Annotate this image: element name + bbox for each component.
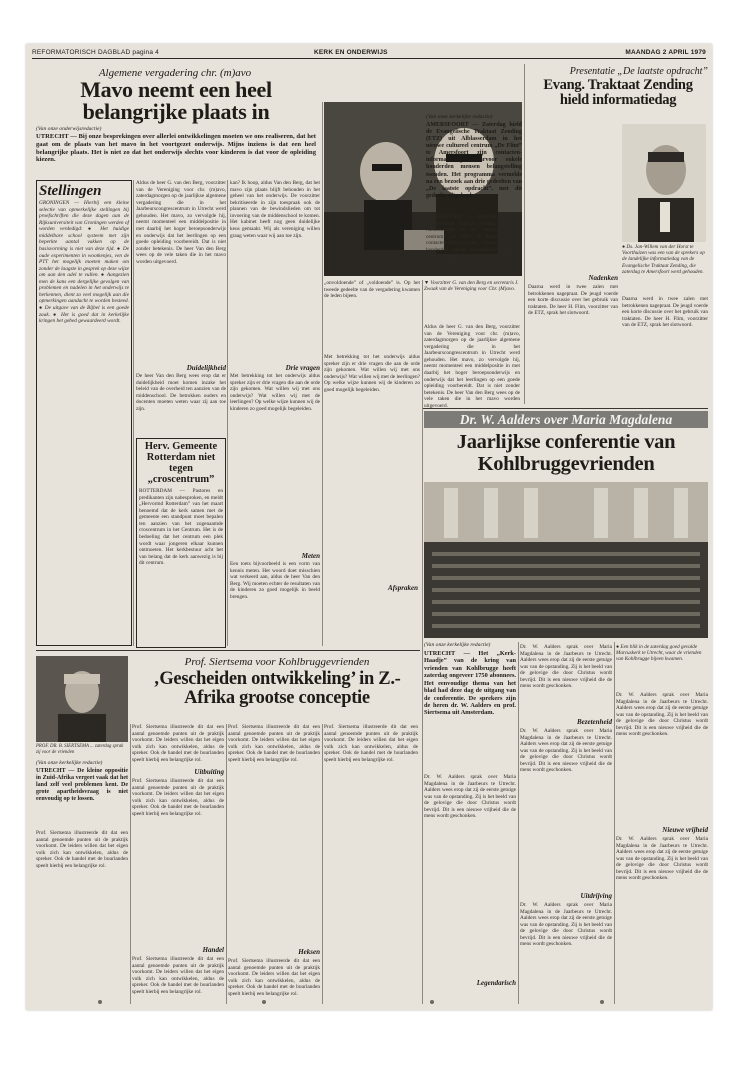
- page-header: [32, 48, 706, 59]
- conference-hall-photo: [424, 482, 708, 638]
- aalders-col2c: Dr. W. Aalders sprak over Maria Magdalena in de Jaarbeurs te Utrecht. Aalders wees erop dat zij de eerste getuige was van de opstanding. Zij is het beeld van de gelovige die door Christus wordt bevrijd. Dit is een nieuwe vrijheid die de mens wordt geschonken.: [520, 902, 612, 948]
- mavo-sub-duidelijkheid: Duidelijkheid: [186, 364, 226, 372]
- siertsema-col4: Prof. Siertsema illustreerde dit dat een aantal genoemde punten uit de praktijk voorkomt. De leiders willen dat het eigen volk zich kan ontwikkelen, aldus de spreker. Ook de handel met de buurlanden speelt hierbij een belangrijke rol.: [324, 724, 418, 763]
- mavo-col2b: De heer Van den Berg wees erop dat er duidelijkheid moet komen inzake het beleid van de overheid ten aanzien van de middenschool. De betrokken ouders en docenten moeten weten waar zij aan toe zijn.: [136, 373, 226, 412]
- mavo-sub-meten: Meten: [301, 552, 320, 560]
- aalders-sub-legendarisch: Legendarisch: [476, 979, 516, 987]
- stellingen-body: GRONINGEN — Hierbij een kleine selectie van opmerkelijke stellingen bij proefschriften die deze dagen aan de Rijksuniversiteit van Groningen werden of worden verdedigd: ● Het huidige middelbare school systeem met zijn beperkte aantal vakken op de basisvorming is niet van deze tijd. ● De oude experimenten in wootkenjes, ven de PTT het mogelijk moeten maken om zonder de laagste in gesprek op deze wijze om aan den adel te vullen. ● Aangezien men de kans een dergelijke gevolgen van problemen en nadelen in het onderwijs te herkennen, dient zo veel mogelijk aan die opmerkingen aandacht te worden besteed. ● De uitgave van de Bijbel is een goede zaak. ● Het is goed dat in kerkelijke kringen het gebed gewaardeerd wordt.: [39, 200, 129, 325]
- etz-col2: Daarna werd in twee zalen met betrokkenen nagepraat. De jeugd voerde een korte discussie over het gebruik van traktaten. De heer H. Flim, voorzitter van de ETZ, sprak het slotwoord.: [528, 284, 618, 317]
- etz-byline: (Van onze kerkelijke redactie): [426, 114, 493, 120]
- mavo-kicker: Algemene vergadering chr. (m)avo: [98, 67, 252, 79]
- etz-portrait-caption: ● Ds. Jan-Willem van der Horst te Voorthuizen was een van de sprekers op de landelijke informatiedag van de Evangelische Traktaat Zending, die zaterdag te Amersfoort werd gehouden.: [622, 244, 705, 275]
- punch-hole-icon: [430, 1000, 434, 1004]
- mavo-headline: Mavo neemt een heel belangrijke plaats in: [80, 77, 272, 124]
- siertsema-col3b: Prof. Siertsema illustreerde dit dat een aantal genoemde punten uit de praktijk voorkomt. De leiders willen dat het eigen volk zich kan ontwikkelen, aldus de spreker. Ook de handel met de buurlanden speelt hierbij een belangrijke rol.: [228, 958, 320, 997]
- herv-box: [136, 438, 226, 648]
- aalders-col2: Dr. W. Aalders sprak over Maria Magdalena in de Jaarbeurs te Utrecht. Aalders wees erop dat zij de eerste getuige was van de opstanding. Zij is het beeld van de gelovige die door Christus wordt bevrijd. Dit is een nieuwe vrijheid die de mens wordt geschonken.: [520, 644, 612, 690]
- herv-body: ROTTERDAM — Pastores en predikanten zijn nabesproken, en meldt „Hervormd Rotterdam” van het maart benoemd dat de kerk samen met de gemeente een standpunt moet bepalen ten aanzien van het zogenaamde croscentrum in het Centrum. Het is de bedoeling dat het centrum een plek wordt waar jongeren elkaar kunnen ontmoeten. Het kerkbestuur acht het van belang dat de kerk aanwezig is bij dit centrum.: [139, 488, 223, 567]
- mavo-col5: Aldus de heer G. van den Berg, voorzitter van de Vereniging voor chr. (m)avo, zaterdagmorgen op de jaarlijkse algemene vergadering die in het Jaarbeurscongrescentrum in Utrecht werd gehouden. Het mavo, zo vervolgde hij, neemt momenteel een middelpositie in met daarbij het hoger beroepsonderwijs en onderwijs dat het leerlingen op een goede opleiding voorbereidt. Dat is niet zonder betekenis. De heer Van den Berg wees op de vele taken die in het mavo worden uitgevoerd.: [424, 324, 520, 409]
- siertsema-kicker: Prof. Siertsema voor Kohlbruggevrienden: [184, 656, 370, 668]
- aalders-col2b: Dr. W. Aalders sprak over Maria Magdalena in de Jaarbeurs te Utrecht. Aalders wees erop dat zij de eerste getuige was van de opstanding. Zij is het beeld van de gelovige die door Christus wordt bevrijd. Dit is een nieuwe vrijheid die de mens wordt geschonken.: [520, 728, 612, 774]
- etz-sub-nadenken: Nadenken: [588, 274, 618, 282]
- siertsema-sub-uitbuiting: Uitbuiting: [194, 768, 224, 776]
- siertsema-col2c: Prof. Siertsema illustreerde dit dat een aantal genoemde punten uit de praktijk voorkomt. De leiders willen dat het eigen volk zich kan ontwikkelen, aldus de spreker. Ook de handel met de buurlanden speelt hierbij een belangrijke rol.: [132, 956, 224, 995]
- siertsema-graphic: [36, 656, 128, 742]
- etz-portrait-photo: [622, 124, 706, 242]
- mavo-sub-drievragen: Drie vragen: [285, 364, 320, 372]
- header-right: MAANDAG 2 APRIL 1979: [625, 49, 706, 56]
- mavo-photo-caption: ▼ Voorzitter G. van den Berg en secretaris J. Zwaak van de Vereniging voor Chr. (M)avo.: [424, 280, 519, 293]
- mavo-col3: kan? Ik hoop, aldus Van den Berg, dat het mavo zijn plaats blijft behouden in het geheel van het onderwijs. De voorzitter bekritiseerde in zijn toespraak ook de plannen van de bewindslieden om tot invoering van de middenschool te komen. Het kabinet heeft nog geen duidelijke keus gemaakt. Wij als vereniging willen graag weten waar wij aan toe zijn.: [230, 180, 320, 239]
- aalders-sub-uitdrijving: Uitdrijving: [580, 892, 612, 900]
- aalders-col1: Dr. W. Aalders sprak over Maria Magdalena in de Jaarbeurs te Utrecht. Aalders wees erop dat zij de eerste getuige was van de opstanding. Zij is het beeld van de gelovige die door Christus wordt bevrijd. Dit is een nieuwe vrijheid die de mens wordt geschonken.: [424, 774, 516, 820]
- siertsema-photo: [36, 656, 128, 742]
- conference-hall-graphic: [424, 482, 708, 638]
- stellingen-title: Stellingen: [39, 183, 102, 199]
- header-left: REFORMATORISCH DAGBLAD pagina 4: [32, 49, 159, 56]
- punch-hole-icon: [262, 1000, 266, 1004]
- etz-body: AMERSFOORT — Zaterdag hield de Evangelische Traktaat Zending (ETZ) uit Alblasserdam in het nieuwe cultureel centrum „De Flint” te Amersfoort zijn contacten-informatiedag, waarvoor enkele honderden mensen belangstelling toonden. Het programma vermelde na een bezoek aan drie gedeelten van „De laatste opdracht”, met dit gedeelte uitgelegd.: [426, 214, 522, 273]
- herv-title: Herv. Gemeente Rotterdam niet tegen „croscentrum”: [144, 441, 218, 486]
- mavo-col4: Met betrekking tot het onderwijs aldus spreker zijn er drie vragen die aan de orde zijn gekomen. Wat willen wij met ons onderwijs? Wat willen wij met de leerlingen? Op welke wijze kunnen wij de kinderen zo goed mogelijk begeleiden.: [324, 354, 420, 393]
- mavo-col3c: Een toets bijvoorbeeld is een vorm van kennis meten. Het woord doet misschien wat verkeerd aan, aldus de heer Van den Berg. Wij moeten echter de resultaten van de kinderen zo goed mogelijk in beeld brengen.: [230, 561, 320, 600]
- siertsema-col2b: Prof. Siertsema illustreerde dit dat een aantal genoemde punten uit de praktijk voorkomt. De leiders willen dat het eigen volk zich kan ontwikkelen, aldus de spreker. Ook de handel met de buurlanden speelt hierbij een belangrijke rol.: [132, 778, 224, 817]
- etz-headline: Evang. Traktaat Zending hield informatiedag: [543, 77, 693, 108]
- siertsema-lede: UTRECHT — De kleine oppositie in Zuid-Afrika vergeet vaak dat het land zelf veel problemen kent. De grote apartheidsvraag is niet eenvoudig op te lossen.: [36, 768, 128, 803]
- aalders-col3: Dr. W. Aalders sprak over Maria Magdalena in de Jaarbeurs te Utrecht. Aalders wees erop dat zij de eerste getuige was van de opstanding. Zij is het beeld van de gelovige die door Christus wordt bevrijd. Dit is een nieuwe vrijheid die de mens wordt geschonken.: [616, 692, 708, 738]
- aalders-lede: UTRECHT — Het „Kerk-Haadje” van de kring van vrienden van Kohlbrugge heeft zaterdag ongeveer 1750 abonnees. Het eenvoudige thema van het blad had deze dag de uitgang van de conferentie. De sprekers zijn de heren dr. W. Aalders en prof. Siertsema uit Amsterdam.: [424, 650, 516, 717]
- siertsema-col1: Prof. Siertsema illustreerde dit dat een aantal genoemde punten uit de praktijk voorkomt. De leiders willen dat het eigen volk zich kan ontwikkelen, aldus de spreker. Ook de handel met de buurlanden speelt hierbij een belangrijke rol.: [36, 830, 128, 869]
- aalders-headline: Jaarlijkse conferentie van Kohlbruggevrienden: [456, 431, 676, 475]
- etz-lede: AMERSFOORT — Zaterdag hield de Evangelische Traktaat Zending (ETZ) uit Alblasserdam in het nieuwe cultureel centrum „De Flint” te Amersfoort zijn contacten-informatiedag, waarvoor enkele honderden mensen belangstelling toonden. Het programma vermelde na een bezoek aan drie gedeelten van „De laatste opdracht”, met dit gedeelte uitgelegd.: [426, 122, 522, 199]
- siertsema-sub-heksen: Heksen: [298, 948, 320, 956]
- mavo-col2: Aldus de heer G. van den Berg, voorzitter van de Vereniging voor chr. (m)avo, zaterdagmorgen op de jaarlijkse algemene vergadering die in het Jaarbeurscongrescentrum in Utrecht werd gehouden. Het mavo, zo vervolgde hij, neemt momenteel een middelpositie in met daarbij het hoger beroepsonderwijs en onderwijs dat het leerlingen op een goede opleiding voorbereidt. Dat is niet zonder betekenis. De heer Van den Berg wees op de vele taken die in het mavo worden uitgevoerd.: [136, 180, 226, 265]
- newspaper-page: [26, 44, 712, 1010]
- punch-hole-icon: [600, 1000, 604, 1004]
- siertsema-sub-handel: Handel: [202, 946, 224, 954]
- stellingen-box: [36, 180, 132, 646]
- siertsema-col2: Prof. Siertsema illustreerde dit dat een aantal genoemde punten uit de praktijk voorkomt. De leiders willen dat het eigen volk zich kan ontwikkelen, aldus de spreker. Ook de handel met de buurlanden speelt hierbij een belangrijke rol.: [132, 724, 224, 763]
- header-center: KERK EN ONDERWIJS: [314, 49, 388, 56]
- etz-kicker: Presentatie „De laatste opdracht”: [569, 66, 708, 77]
- aalders-sub-nieuwevrijheid: Nieuwe vrijheid: [662, 826, 708, 834]
- punch-hole-icon: [98, 1000, 102, 1004]
- portrait-graphic: [622, 124, 706, 242]
- siertsema-byline: (Van onze kerkelijke redactie): [36, 760, 103, 766]
- etz-col3: Daarna werd in twee zalen met betrokkenen nagepraat. De jeugd voerde een korte discussie over het gebruik van traktaten. De heer H. Flim, voorzitter van de ETZ, sprak het slotwoord.: [622, 296, 708, 329]
- mavo-byline: (Van onze onderwijsredactie): [36, 126, 102, 132]
- siertsema-col3: Prof. Siertsema illustreerde dit dat een aantal genoemde punten uit de praktijk voorkomt. De leiders willen dat het eigen volk zich kan ontwikkelen, aldus de spreker. Ook de handel met de buurlanden speelt hierbij een belangrijke rol.: [228, 724, 320, 763]
- mavo-col3b: Met betrekking tot het onderwijs aldus spreker zijn er drie vragen die aan de orde zijn gekomen. Wat willen wij met ons onderwijs? Wat willen wij met de leerlingen? Op welke wijze kunnen wij de kinderen zo goed mogelijk begeleiden.: [230, 373, 320, 412]
- aalders-sub-afspraken: Afspraken: [388, 584, 418, 592]
- aalders-sub-bezetenheid: Bezetenheid: [577, 718, 612, 726]
- aalders-byline: (Van onze kerkelijke redactie): [424, 642, 491, 648]
- aalders-banner: Dr. W. Aalders over Maria Magdalena: [424, 411, 708, 428]
- aalders-photo-caption: ● Een blik in de zaterdag goed gevulde Marcuskerk te Utrecht, waar de vrienden van Kohlbrugge bijeen kwamen.: [616, 644, 702, 663]
- mavo-photo-caption-text: „onvoldoende” of „voldoende” is. Op het tweede gedeelte van de vergadering kwamen de leden bijeen.: [324, 280, 420, 300]
- siertsema-headline: ‚Gescheiden ontwikkeling’ in Z.-Afrika grootse conceptie: [153, 669, 401, 709]
- siertsema-photo-caption: PROF. DR. B. SIERTSEMA ... zaterdag sprak zij voor de vrienden: [36, 744, 124, 755]
- aalders-col3b: Dr. W. Aalders sprak over Maria Magdalena in de Jaarbeurs te Utrecht. Aalders wees erop dat zij de eerste getuige was van de opstanding. Zij is het beeld van de gelovige die door Christus wordt bevrijd. Dit is een nieuwe vrijheid die de mens wordt geschonken.: [616, 836, 708, 882]
- mavo-lede: UTRECHT — Bij onze besprekingen over allerlei ontwikkelingen moeten we ons realiseren, dat het gaat om de plaats van het mavo in het voortgezet onderwijs. Mijns inziens is dat een heel belangrijke plaats. Het is niet zo dat het onderwijs slechts voor kinderen is dat voor de opleiding kiezen.: [36, 133, 316, 164]
